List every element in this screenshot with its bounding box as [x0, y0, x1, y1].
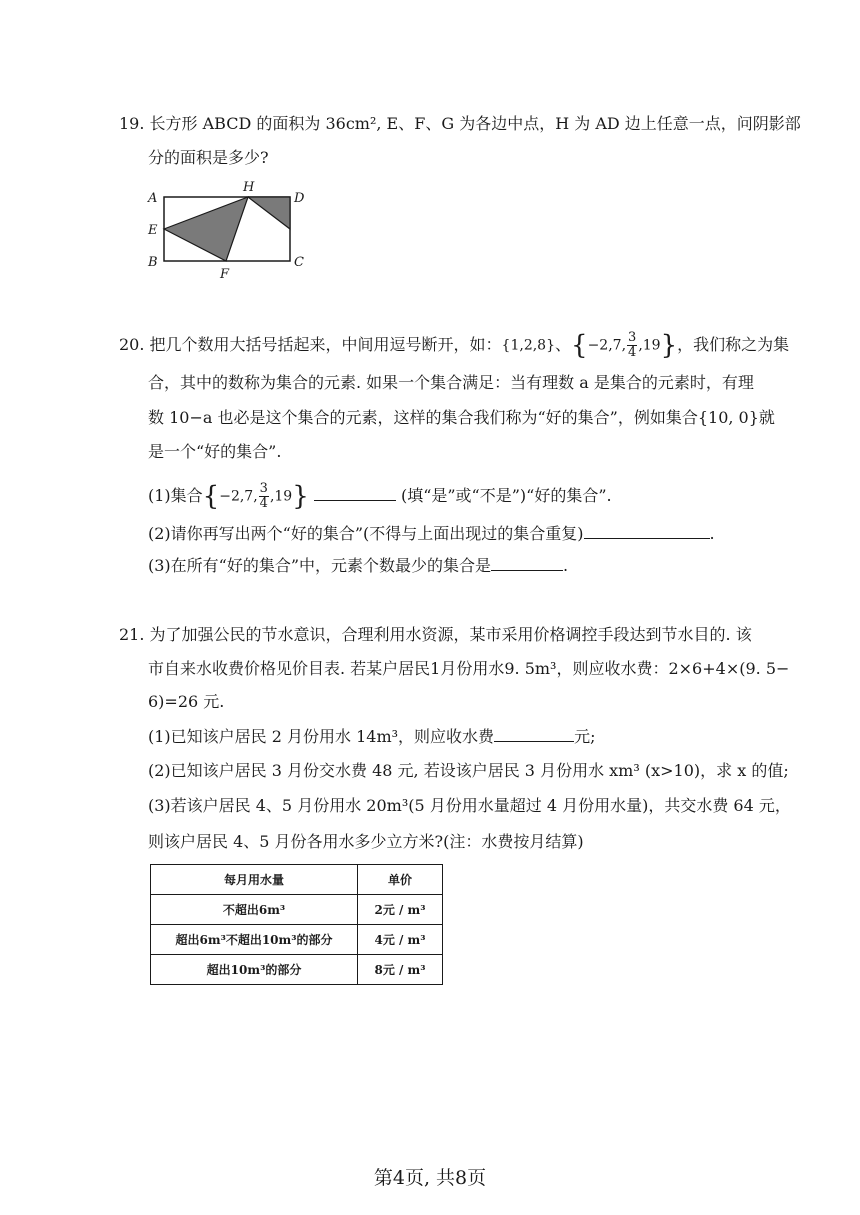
q20-part3-answer-blank[interactable] [491, 556, 563, 571]
fraction-three-quarters-2 [259, 482, 269, 511]
q19-text-line2: 分的面积是多少? [148, 148, 269, 167]
water-price-table [150, 864, 443, 985]
q20-part2 [148, 524, 715, 544]
q21-part1-text: (1)已知该户居民 2 月份用水 14m³，则应收水费 [148, 727, 495, 746]
table-row [151, 895, 443, 925]
q20-part2-answer-blank[interactable] [584, 524, 710, 539]
table-row [151, 955, 443, 985]
set-repeat-post: ,19 [269, 488, 293, 505]
fraction-numerator: 3 [628, 330, 637, 345]
fraction-numerator-2: 3 [259, 481, 268, 496]
fraction-three-quarters [627, 331, 637, 360]
label-d: D [294, 191, 305, 206]
table-row [151, 925, 443, 955]
q21-text-line3: 6)=26 元. [148, 692, 225, 711]
q20-part1-label: (1)集合 [148, 486, 203, 505]
label-b: B [148, 255, 158, 270]
q21-text-line1: 21. 为了加强公民的节水意识，合理利用水资源，某市采用价格调控手段达到节水目的. 该 [119, 625, 752, 644]
table-cell-price: 2元 / m³ [358, 895, 443, 925]
label-c: C [294, 255, 304, 270]
q20-text-line4: 是一个“好的集合”. [148, 442, 282, 461]
label-f: F [220, 267, 230, 282]
q20-text-line1 [119, 331, 789, 360]
table-header-usage: 每月用水量 [151, 865, 358, 895]
q20-sep: 、 [555, 335, 572, 354]
set-example-1: {1,2,8} [501, 337, 556, 354]
brace-right-2: } [292, 481, 309, 512]
set-example-1-content: 1,2,8 [510, 337, 547, 354]
fraction-denominator-2: 4 [259, 496, 268, 511]
q21-text-line2: 市自来水收费价格见价目表. 若某户居民1月份用水9. 5m³，则应收水费：2×6+4×(9. 5− [148, 659, 790, 678]
q19-text-line1: 19. 长方形 ABCD 的面积为 36cm², E、F、G 为各边中点，H 为 AD 边上任意一点，问阴影部 [119, 114, 801, 133]
q20-intro-a: 20. 把几个数用大括号括起来，中间用逗号断开，如： [119, 335, 502, 354]
q20-text-line3: 数 10−a 也必是这个集合的元素，这样的集合我们称为“好的集合”，例如集合{10, 0}就 [148, 408, 775, 427]
q20-intro-b: ，我们称之为集 [677, 335, 790, 354]
q20-part3-text: (3)在所有“好的集合”中，元素个数最少的集合是 [148, 556, 492, 575]
q21-part1-answer-blank[interactable] [494, 727, 574, 742]
fraction-denominator: 4 [628, 345, 637, 360]
q21-part1 [148, 727, 595, 747]
brace-left-2: { [202, 481, 220, 512]
q20-part1-answer-blank[interactable] [314, 486, 396, 501]
q20-part2-period: . [709, 524, 715, 543]
table-cell-usage: 不超出6m³ [151, 895, 358, 925]
q20-part1-hint: (填“是”或“不是”)“好的集合”. [400, 486, 612, 505]
q21-part2: (2)已知该户居民 3 月份交水费 48 元, 若设该户居民 3 月份用水 xm³ (x>10)，求 x 的值; [148, 761, 789, 780]
set-repeat-pre: −2,7, [219, 488, 258, 505]
set-example-2-post: ,19 [638, 337, 661, 354]
label-h: H [243, 180, 255, 195]
q20-part3 [148, 556, 568, 576]
q20-text-line2: 合，其中的数称为集合的元素. 如果一个集合满足：当有理数 a 是集合的元素时，有理 [148, 373, 754, 392]
table-header-price: 单价 [358, 865, 443, 895]
page-number-footer: 第4页, 共8页 [373, 1167, 487, 1189]
q20-part2-text: (2)请你再写出两个“好的集合”(不得与上面出现过的集合重复) [148, 524, 584, 543]
q21-part3: (3)若该户居民 4、5 月份用水 20m³(5 月份用水量超过 4 月份用水量)，共交水费 64 元， [148, 796, 791, 815]
q20-part1 [148, 482, 612, 511]
table-cell-price: 8元 / m³ [358, 955, 443, 985]
label-a: A [148, 191, 158, 206]
brace-left: { [571, 330, 588, 361]
q21-part1-unit: 元; [574, 727, 596, 746]
table-cell-usage: 超出10m³的部分 [151, 955, 358, 985]
table-cell-usage: 超出6m³不超出10m³的部分 [151, 925, 358, 955]
shaded-triangle-ehf [164, 197, 248, 261]
shaded-triangle-hdg [248, 197, 290, 229]
brace-right: } [660, 330, 678, 361]
table-cell-price: 4元 / m³ [358, 925, 443, 955]
q20-part3-period: . [563, 556, 569, 575]
table-header-row [151, 865, 443, 895]
label-e: E [148, 223, 158, 238]
rectangle-diagram [140, 178, 315, 283]
q21-part3-line2: 则该户居民 4、5 月份各用水多少立方米?(注：水费按月结算) [148, 832, 584, 851]
set-example-2-pre: −2,7, [587, 337, 627, 354]
